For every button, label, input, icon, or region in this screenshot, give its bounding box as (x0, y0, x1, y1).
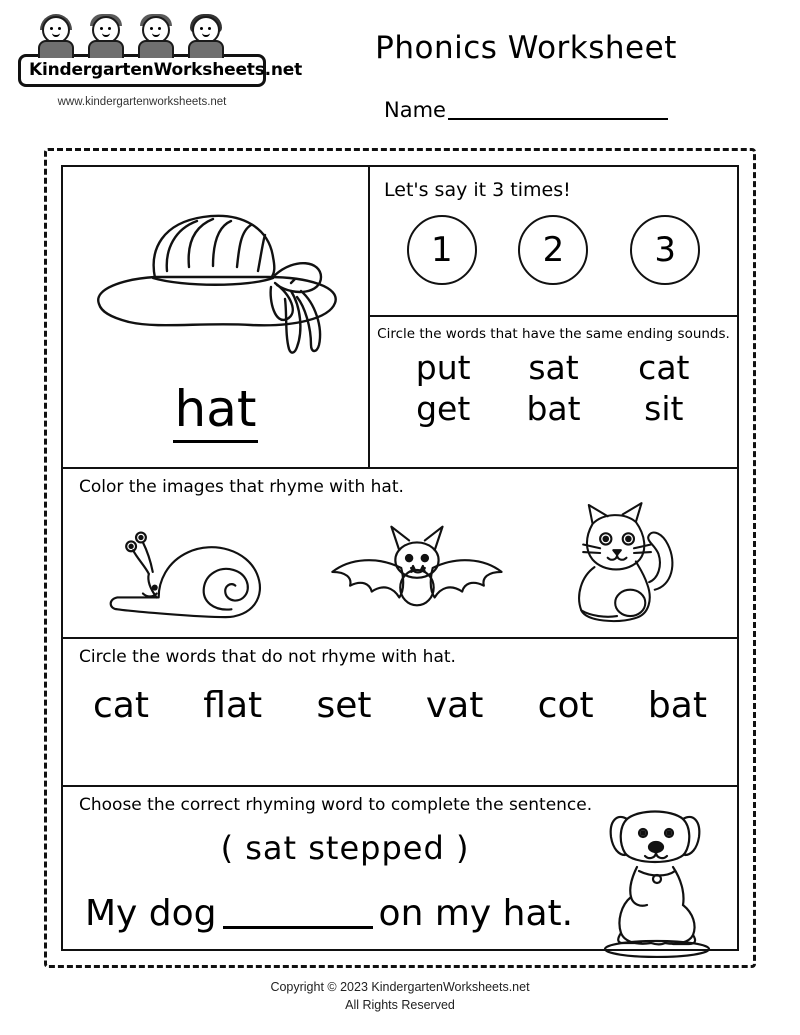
section-say-3-times (370, 167, 737, 317)
ending-word[interactable]: put (415, 348, 471, 387)
color-rhyme-instruction: Color the images that rhyme with hat. (79, 477, 404, 497)
rights-text: All Rights Reserved (345, 998, 455, 1013)
page-header (0, 0, 800, 140)
worksheet-body (61, 165, 739, 951)
rhyme-word[interactable]: bat (647, 685, 707, 726)
ending-sounds-words (370, 342, 737, 428)
site-url: www.kindergartenworksheets.net (57, 96, 227, 108)
say-instruction: Let's say it 3 times! (384, 179, 571, 201)
count-circles (370, 215, 737, 285)
bat-illustration-icon[interactable] (315, 507, 515, 625)
logo-text-kindergarten: Kindergarten (29, 60, 154, 80)
page-title: Phonics Worksheet (375, 30, 677, 66)
kids-illustration (34, 14, 246, 56)
worksheet-frame (44, 148, 756, 968)
rhyme-word[interactable]: cot (537, 685, 594, 726)
sentence-instruction: Choose the correct rhyming word to complete the sentence. (79, 795, 593, 815)
circle-not-rhyme-instruction: Circle the words that do not rhyme with hat. (79, 647, 456, 667)
rhyme-word[interactable]: flat (203, 685, 263, 726)
ending-word[interactable]: get (416, 389, 471, 428)
hat-illustration-icon (63, 179, 368, 369)
kid-figure (134, 14, 178, 58)
section-sentence (63, 787, 737, 949)
ending-word[interactable]: sat (528, 348, 579, 387)
ending-word[interactable]: cat (638, 348, 690, 387)
rhyme-word[interactable]: cat (93, 685, 149, 726)
snail-illustration-icon[interactable] (102, 507, 292, 625)
hat-panel (63, 167, 370, 467)
circle-not-rhyme-words (63, 667, 737, 726)
count-circle-1[interactable]: 1 (407, 215, 477, 285)
rhyme-word[interactable]: vat (425, 685, 484, 726)
logo-wordmark[interactable] (18, 54, 303, 87)
page-footer (0, 978, 800, 1014)
count-circle-2[interactable]: 2 (518, 215, 588, 285)
name-label: Name (384, 98, 446, 122)
logo-text-tld: .net (264, 60, 303, 80)
main-word (63, 380, 368, 443)
copyright-text: Copyright © 2023 KindergartenWorksheets.net (270, 980, 530, 994)
sentence-choices[interactable]: ( sat stepped ) (220, 829, 470, 867)
rhyme-word[interactable]: set (316, 685, 372, 726)
site-logo[interactable] (18, 14, 303, 108)
kid-figure (84, 14, 128, 58)
section-ending-sounds (370, 317, 737, 467)
section-circle-not-rhyme (63, 639, 737, 787)
dog-illustration-icon[interactable] (587, 793, 727, 958)
color-rhyme-images (63, 497, 737, 625)
ending-word[interactable]: bat (526, 389, 581, 428)
logo-text-worksheets: Worksheets (153, 60, 265, 80)
sentence-answer-blank[interactable] (223, 926, 373, 929)
name-input-blank[interactable] (448, 118, 668, 120)
main-word-text: hat (173, 380, 259, 443)
ending-sounds-instruction: Circle the words that have the same ending sounds. (377, 326, 730, 342)
kid-figure (184, 14, 228, 58)
kid-figure (34, 14, 78, 58)
section-color-rhyme (63, 469, 737, 639)
cat-illustration-icon[interactable] (538, 497, 698, 625)
section-main-word (63, 167, 737, 469)
count-circle-3[interactable]: 3 (630, 215, 700, 285)
sentence-start: My dog (85, 893, 217, 934)
name-field-row (276, 98, 776, 122)
sentence-end: on my hat. (378, 893, 574, 934)
ending-word[interactable]: sit (644, 389, 684, 428)
right-column (370, 167, 737, 467)
